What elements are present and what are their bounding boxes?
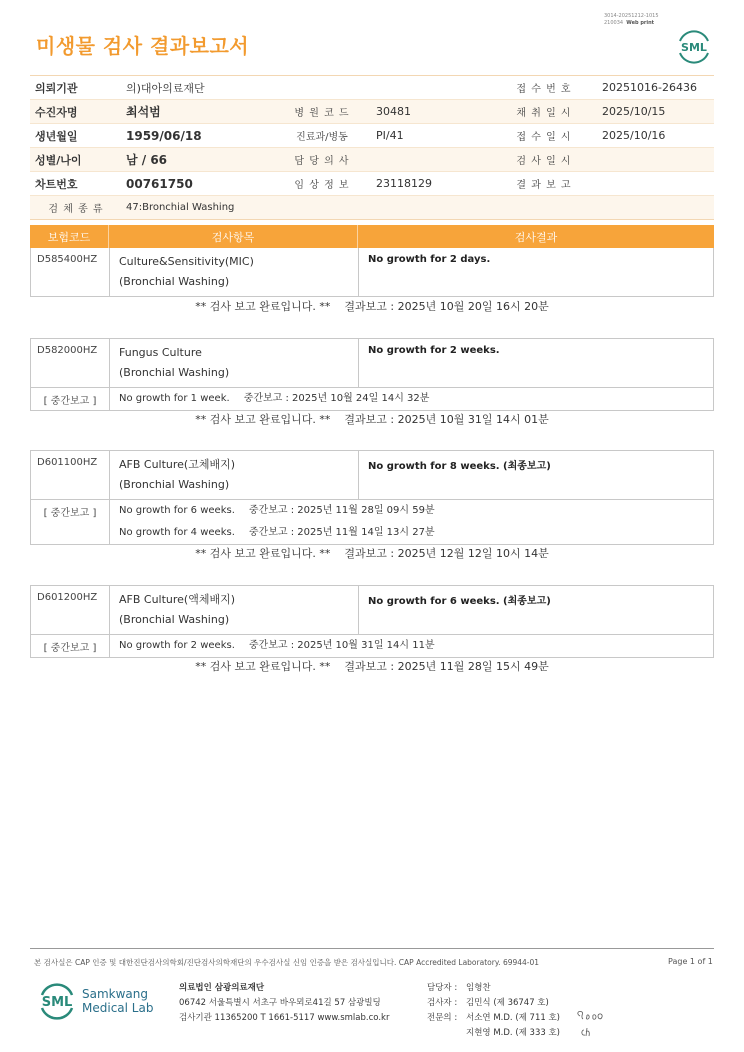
label-test-date: 검 사 일 시 — [516, 156, 572, 167]
test-name — [110, 451, 359, 499]
brand-line-2: Medical Lab — [82, 1001, 154, 1015]
label-department: 진료과/병동 — [296, 132, 348, 143]
interim-label: [ 중간보고 ] — [31, 635, 110, 657]
interim-text: No growth for 2 weeks. — [119, 640, 235, 651]
test-code: D585400HZ — [31, 248, 110, 296]
test-name-line: AFB Culture(액체배지) — [119, 593, 236, 606]
footer-divider — [30, 948, 714, 949]
value-specimen-type: 47:Bronchial Washing — [126, 202, 235, 213]
value-requester: 의)대아의료재단 — [126, 81, 205, 95]
label-sex-age: 성별/나이 — [35, 153, 82, 167]
table-row — [31, 586, 713, 635]
table-row — [31, 248, 713, 296]
test-code: D582000HZ — [31, 339, 110, 387]
interim-row — [31, 388, 713, 410]
value-receipt-date: 2025/10/16 — [602, 129, 666, 142]
report-complete-text: ** 검사 보고 완료입니다. ** — [195, 300, 331, 313]
report-complete-line — [0, 545, 744, 561]
interim-label: [ 중간보고 ] — [31, 500, 110, 544]
test-code: D601100HZ — [31, 451, 110, 499]
corporate-info — [179, 981, 389, 1026]
test-name — [110, 248, 359, 296]
footer-logo — [36, 980, 153, 1022]
header-test-item: 검사항목 — [109, 225, 358, 248]
label-specimen-type: 검 체 종 류 — [48, 204, 104, 215]
accreditation-note: 본 검사실은 CAP 인증 및 대한진단검사의학회/진단검사의학재단의 우수검사실 신임 인증을 받은 검사실입니다. CAP Accredited Laboratory. 69944-01 — [34, 958, 540, 967]
value-sex-age: 남 / 66 — [126, 153, 168, 167]
interim-time: 중간보고 : 2025년 10월 24일 14시 32분 — [243, 393, 430, 404]
test-block — [30, 450, 714, 545]
info-row — [30, 100, 714, 124]
report-time: 결과보고 : 2025년 10월 20일 16시 20분 — [344, 300, 549, 313]
info-row — [30, 76, 714, 100]
info-row — [30, 124, 714, 148]
report-time: 결과보고 : 2025년 10월 31일 14시 01분 — [344, 413, 549, 426]
interim-time: 중간보고 : 2025년 11월 14일 13시 27분 — [248, 527, 435, 538]
staff-role: 담당자 : — [427, 983, 458, 993]
info-row — [30, 196, 714, 219]
report-time: 결과보고 : 2025년 12월 12일 10시 14분 — [344, 547, 549, 560]
label-hospital-code: 병 원 코 드 — [294, 108, 350, 119]
interim-text: No growth for 1 week. — [119, 393, 230, 404]
value-receipt-no: 20251016-26436 — [602, 81, 697, 94]
staff-role: 전문의 : — [427, 1013, 458, 1023]
staff-name: 서소연 M.D. (제 711 호) — [466, 1013, 561, 1023]
report-time: 결과보고 : 2025년 11월 28일 15시 49분 — [344, 660, 549, 673]
label-receipt-no: 접 수 번 호 — [516, 84, 572, 95]
value-department: PI/41 — [376, 129, 404, 142]
test-name-line: (Bronchial Washing) — [119, 275, 230, 288]
page-title: 미생물 검사 결과보고서 — [36, 34, 250, 58]
logo-text: SML — [681, 41, 707, 54]
corp-address: 06742 서울특별시 서초구 바우뫼로41길 57 삼광빌딩 — [179, 998, 381, 1008]
label-receipt-date: 접 수 일 시 — [516, 132, 572, 143]
value-collection-date: 2025/10/15 — [602, 105, 666, 118]
corp-name: 의료법인 삼광의료재단 — [179, 983, 265, 993]
patient-info-table — [30, 75, 714, 220]
test-name-line: (Bronchial Washing) — [119, 478, 230, 491]
logo-text: SML — [41, 995, 73, 1010]
test-name-line: (Bronchial Washing) — [119, 613, 230, 626]
label-result-report: 결 과 보 고 — [516, 180, 572, 191]
report-complete-line — [0, 298, 744, 314]
value-hospital-code: 30481 — [376, 105, 411, 118]
staff-list — [427, 981, 560, 1041]
header-test-result: 검사결과 — [514, 230, 558, 244]
page-number: Page 1 of 1 — [668, 957, 713, 966]
interim-row — [31, 500, 713, 544]
label-chart-no: 차트번호 — [35, 177, 78, 191]
corp-contact: 검사기관 11365200 T 1661-5117 www.smlab.co.kr — [179, 1013, 390, 1023]
label-patient-name: 수진자명 — [35, 105, 78, 119]
test-block — [30, 338, 714, 411]
test-name-line: Fungus Culture — [119, 346, 202, 359]
brand-line-1: Samkwang — [82, 987, 148, 1001]
report-complete-line — [0, 411, 744, 427]
info-row — [30, 172, 714, 196]
staff-role: 검사자 : — [427, 998, 458, 1008]
label-clinical-info: 임 상 정 보 — [294, 180, 350, 191]
table-row — [31, 451, 713, 500]
value-patient-name: 최석범 — [126, 105, 161, 119]
document-id: 3014-20251212-1015 210034 Web print — [604, 13, 659, 26]
table-row — [31, 339, 713, 388]
staff-role — [427, 1026, 466, 1041]
interim-values — [110, 635, 713, 657]
interim-row — [31, 635, 713, 657]
test-name — [110, 339, 359, 387]
test-code: D601200HZ — [31, 586, 110, 634]
test-name — [110, 586, 359, 634]
test-result: No growth for 2 weeks. — [368, 345, 500, 356]
staff-name: 임형찬 — [466, 983, 491, 993]
label-collection-date: 채 취 일 시 — [516, 108, 572, 119]
staff-name: 김민식 (제 36747 호) — [466, 998, 549, 1008]
label-birth-date: 생년월일 — [35, 129, 78, 143]
label-requester: 의뢰기관 — [35, 81, 78, 95]
signature-icon — [574, 1008, 610, 1040]
test-name-line: (Bronchial Washing) — [119, 366, 230, 379]
report-complete-line — [0, 658, 744, 674]
results-header — [30, 225, 714, 248]
interim-text: No growth for 6 weeks. — [119, 505, 235, 516]
header-insurance-code: 보험코드 — [30, 225, 109, 248]
staff-name: 지현영 M.D. (제 333 호) — [466, 1028, 561, 1038]
info-row — [30, 148, 714, 172]
test-result: No growth for 6 weeks. (최종보고) — [368, 596, 551, 607]
interim-text: No growth for 4 weeks. — [119, 527, 235, 538]
test-block — [30, 585, 714, 658]
interim-values — [110, 388, 713, 410]
sml-logo-icon — [675, 27, 713, 65]
value-clinical-info: 23118129 — [376, 177, 432, 190]
report-complete-text: ** 검사 보고 완료입니다. ** — [195, 413, 331, 426]
interim-values — [110, 500, 713, 544]
test-name-line: Culture&Sensitivity(MIC) — [119, 255, 254, 268]
sml-logo-icon — [36, 980, 78, 1022]
test-result: No growth for 2 days. — [368, 254, 491, 265]
test-block — [30, 248, 714, 297]
interim-time: 중간보고 : 2025년 11월 28일 09시 59분 — [248, 505, 435, 516]
report-complete-text: ** 검사 보고 완료입니다. ** — [195, 547, 331, 560]
value-birth-date: 1959/06/18 — [126, 128, 202, 143]
test-name-line: AFB Culture(고체배지) — [119, 458, 236, 471]
interim-time: 중간보고 : 2025년 10월 31일 14시 11분 — [248, 640, 435, 651]
test-result: No growth for 8 weeks. (최종보고) — [368, 461, 551, 472]
value-chart-no: 00761750 — [126, 176, 193, 191]
label-doctor: 담 당 의 사 — [294, 156, 350, 167]
report-complete-text: ** 검사 보고 완료입니다. ** — [195, 660, 331, 673]
interim-label: [ 중간보고 ] — [31, 388, 110, 410]
